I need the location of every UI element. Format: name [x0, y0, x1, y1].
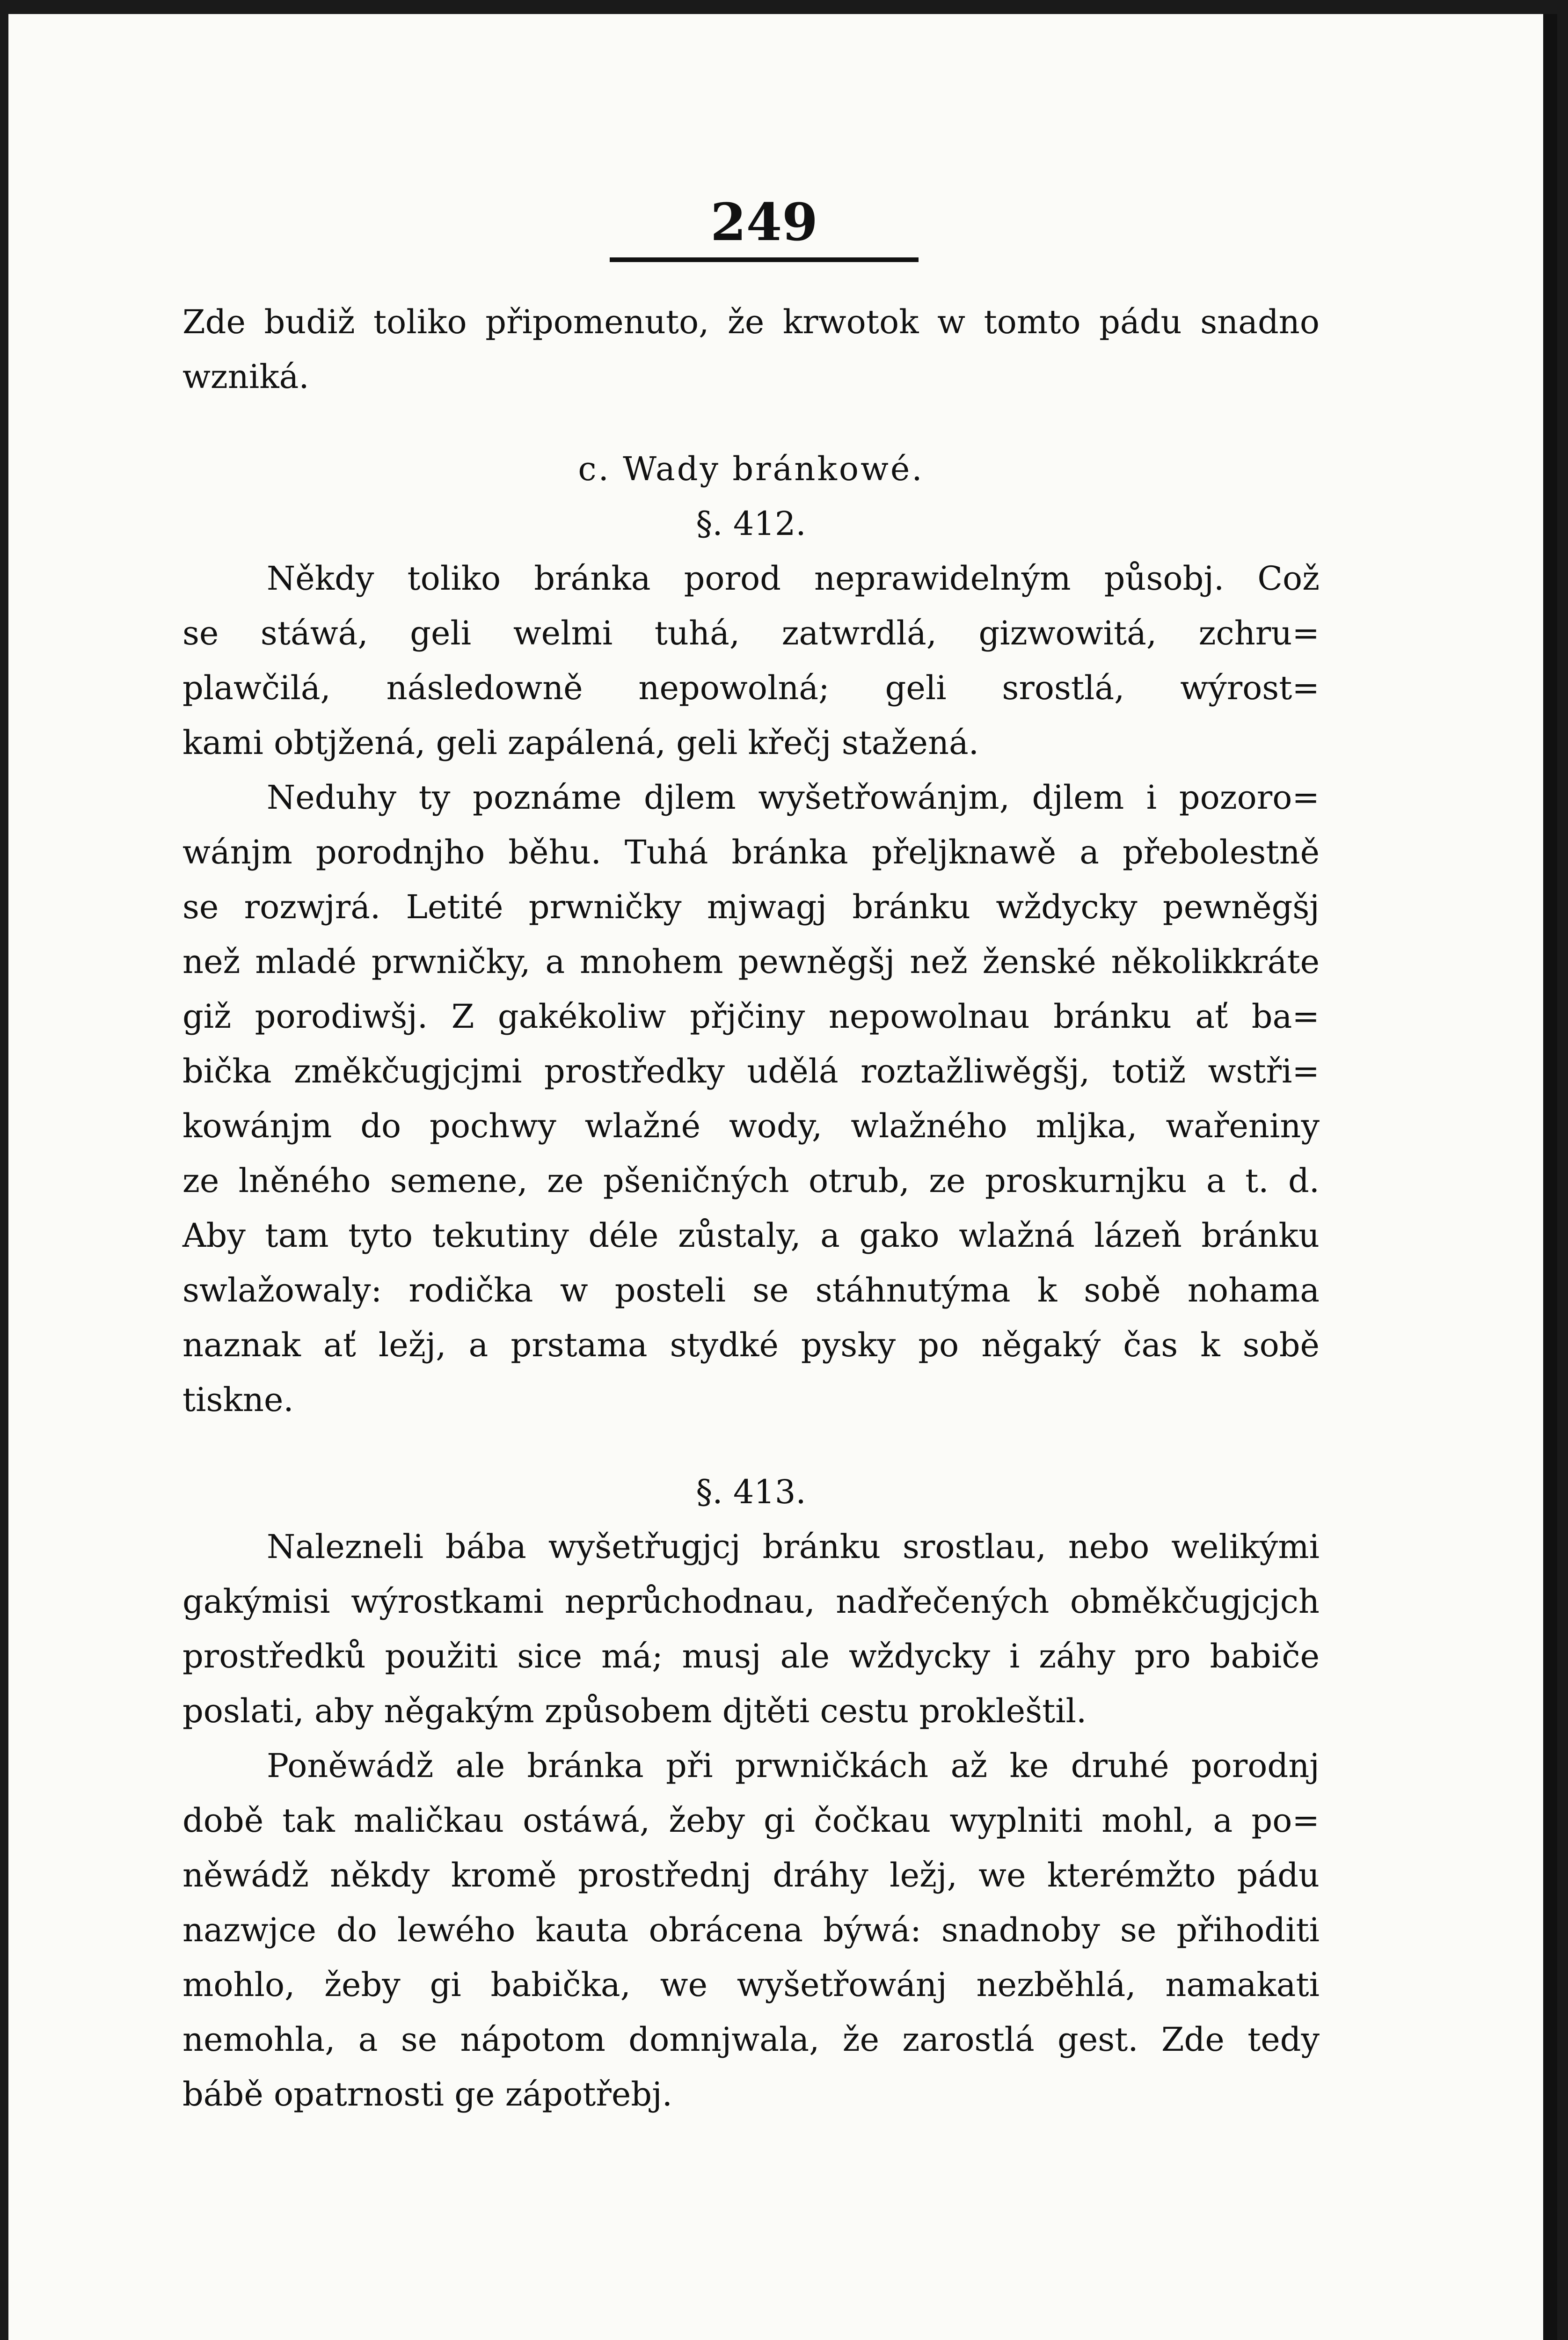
text-line: Nalezneli bába wyšetřugjcj bránku srostlau, nebo welikými — [267, 1528, 1320, 1566]
text-line: době tak maličkau ostáwá, žeby gi čočkau wyplniti mohl, a po= — [182, 1801, 1320, 1840]
text-line: Zde budiž toliko připomenuto, že krwotok w tomto pádu snadno — [182, 303, 1320, 341]
text-line: naznak ať ležj, a prstama stydké pysky po něgaký čas k sobě — [182, 1326, 1320, 1364]
page-number: 249 — [710, 192, 818, 252]
text-line: se stáwá, geli welmi tuhá, zatwrdlá, gizwowitá, zchru= — [182, 614, 1320, 652]
text-line: Někdy toliko bránka porod neprawidelným působj. Což — [267, 559, 1320, 598]
text-line: kami obtjžená, geli zapálená, geli křečj stažená. — [182, 724, 979, 762]
text-line: mohlo, žeby gi babička, we wyšetřowánj nezběhlá, namakati — [182, 1966, 1320, 2004]
paragraph-number: §. 413. — [696, 1473, 806, 1511]
section-heading: c. Wady bránkowé. — [578, 450, 924, 488]
paragraph-number: §. 412. — [696, 505, 806, 543]
text-line: gakýmisi wýrostkami neprůchodnau, nadřečených obměkčugjcjch — [182, 1582, 1320, 1621]
text-line: giž porodiwšj. Z gakékoliw přjčiny nepowolnau bránku ať ba= — [182, 997, 1320, 1036]
text-line: wzniká. — [182, 358, 309, 396]
text-line: než mladé prwničky, a mnohem pewněgšj než ženské několikkráte — [182, 943, 1320, 981]
text-line: Aby tam tyto tekutiny déle zůstaly, a gako wlažná lázeň bránku — [182, 1216, 1320, 1255]
text-line: něwádž někdy kromě prostřednj dráhy ležj, we kterémžto pádu — [182, 1856, 1320, 1894]
text-line: bička změkčugjcjmi prostředky udělá roztažliwěgšj, totiž wstři= — [182, 1052, 1320, 1090]
text-line: ze lněného semene, ze pšeničných otrub, ze proskurnjku a t. d. — [182, 1162, 1320, 1200]
text-line: Neduhy ty poznáme djlem wyšetřowánjm, djlem i pozoro= — [267, 778, 1320, 817]
text-line: kowánjm do pochwy wlažné wody, wlažného mljka, wařeniny — [182, 1107, 1320, 1145]
text-line: nazwjce do lewého kauta obrácena býwá: snadnoby se přihoditi — [182, 1911, 1320, 1949]
text-line: prostředků použiti sice má; musj ale wždycky i záhy pro babiče — [182, 1637, 1320, 1675]
text-line: swlažowaly: rodička w posteli se stáhnutýma k sobě nohama — [182, 1271, 1320, 1309]
text-line: plawčilá, následowně nepowolná; geli srostlá, wýrost= — [182, 669, 1320, 707]
text-line: Poněwádž ale bránka při prwničkách až ke druhé porodnj — [267, 1747, 1320, 1785]
page-body — [182, 295, 1320, 2122]
text-line: nemohla, a se nápotom domnjwala, že zarostlá gest. Zde tedy — [182, 2020, 1320, 2059]
text-line: tiskne. — [182, 1381, 294, 1419]
text-line: wánjm porodnjho běhu. Tuhá bránka přeljknawě a přebolestně — [182, 833, 1320, 871]
book-page — [8, 14, 1557, 2340]
text-line: se rozwjrá. Letité prwničky mjwagj bránku wždycky pewněgšj — [182, 888, 1320, 926]
text-line: poslati, aby něgakým způsobem djtěti cestu prokleštil. — [182, 1692, 1087, 1730]
text-line: bábě opatrnosti ge zápotřebj. — [182, 2075, 673, 2113]
header-rule — [610, 257, 919, 262]
